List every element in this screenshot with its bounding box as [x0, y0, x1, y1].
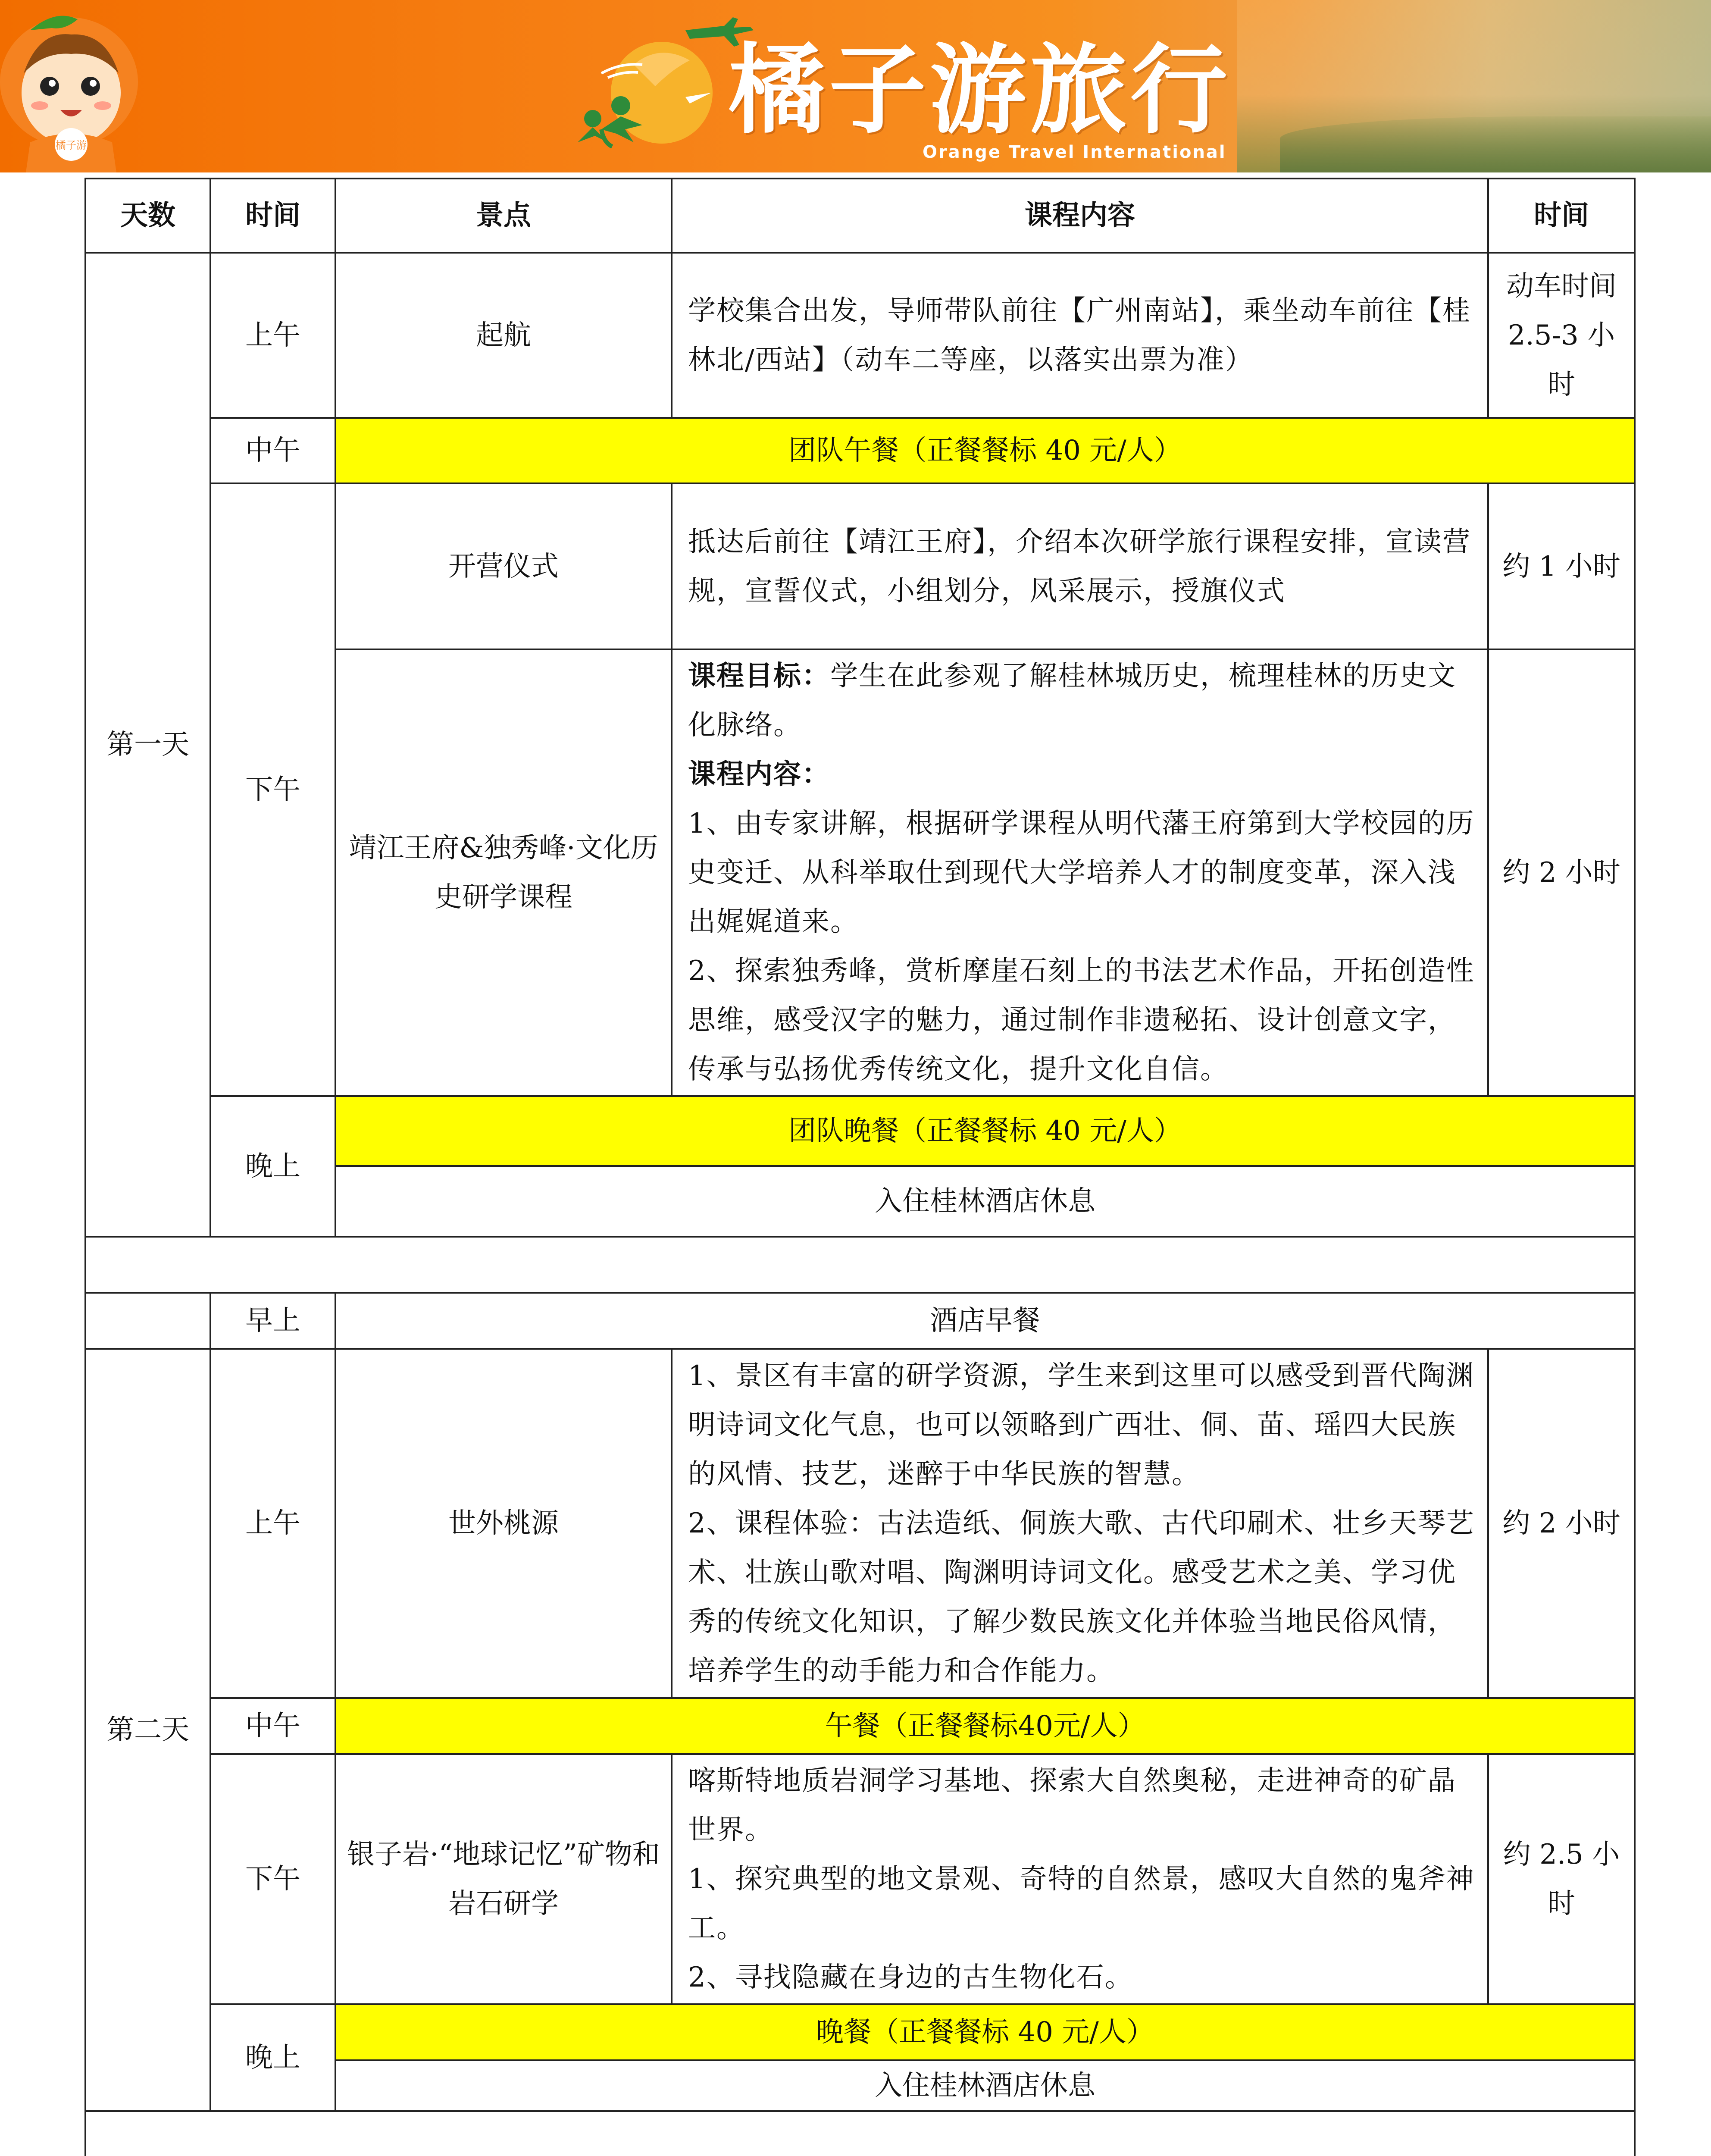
day2-afternoon-item-2: 2、寻找隐藏在身边的古生物化石。 — [688, 1962, 1133, 1993]
day2-noon-time: 中午 — [210, 1698, 335, 1754]
day1-morning-spot: 起航 — [335, 253, 672, 418]
header-banner — [0, 0, 1711, 172]
header-content: 课程内容 — [672, 179, 1488, 253]
day2-evening-time: 晚上 — [210, 2004, 335, 2111]
day2-afternoon-intro: 喀斯特地质岩洞学习基地、探索大自然奥秘，走进神奇的矿晶世界。 — [688, 1765, 1456, 1846]
brand-title: 橘子游旅行 — [729, 34, 1231, 147]
course-item-2: 2、探索独秀峰，赏析摩崖石刻上的书法艺术作品，开拓创造性思维，感受汉字的魅力，通过制作非遗秘拓、设计创意文字，传承与弘扬优秀传统文化，提升文化自信。 — [688, 955, 1475, 1085]
day1-morning-duration: 动车时间 2.5-3 小时 — [1488, 253, 1635, 418]
day1-noon-time: 中午 — [210, 418, 335, 483]
day2-morning-spot: 世外桃源 — [335, 1349, 672, 1698]
day2-lunch-banner: 午餐（正餐餐标40元/人） — [335, 1698, 1635, 1754]
table-row — [85, 1754, 1635, 2004]
day2-breakfast: 酒店早餐 — [335, 1293, 1635, 1349]
mascot-badge-text: 橘子游 — [56, 139, 87, 151]
day1-label: 第一天 — [85, 253, 210, 1237]
day1-course-content — [672, 649, 1488, 1096]
header-duration: 时间 — [1488, 179, 1635, 253]
day1-opening-spot: 开营仪式 — [335, 483, 672, 649]
separator-row — [85, 2111, 1635, 2156]
table-row — [85, 1698, 1635, 1754]
course-item-1: 1、由专家讲解，根据研学课程从明代藩王府第到大学校园的历史变迁、从科举取仕到现代大学培养人才的制度变革，深入浅出娓娓道来。 — [688, 808, 1475, 938]
day1-dinner-banner: 团队晚餐（正餐餐标 40 元/人） — [335, 1096, 1635, 1166]
day1-course-duration: 约 2 小时 — [1488, 649, 1635, 1096]
table-row — [85, 1293, 1635, 1349]
day1-course-spot: 靖江王府&独秀峰·文化历史研学课程 — [335, 649, 672, 1096]
day2-early-blank — [85, 1293, 210, 1349]
course-content-label: 课程内容： — [688, 758, 830, 790]
day2-morning-item-1: 1、景区有丰富的研学资源，学生来到这里可以感受到晋代陶渊明诗词文化气息，也可以领略到广西壮、侗、苗、瑶四大民族的风情、技艺，迷醉于中华民族的智慧。 — [688, 1360, 1475, 1490]
day2-afternoon-item-1: 1、探究典型的地文景观、奇特的自然景，感叹大自然的鬼斧神工。 — [688, 1863, 1475, 1944]
separator-row — [85, 1237, 1635, 1293]
separator-cell — [85, 1237, 1635, 1293]
table-row — [85, 253, 1635, 418]
day2-afternoon-time: 下午 — [210, 1754, 335, 2004]
table-header-row — [85, 179, 1635, 253]
sun-logo-icon — [578, 42, 713, 147]
day1-evening-time: 晚上 — [210, 1096, 335, 1237]
table-row — [85, 2004, 1635, 2060]
brand-subtitle: Orange Travel International — [923, 142, 1226, 162]
day1-opening-duration: 约 1 小时 — [1488, 483, 1635, 649]
table-row — [85, 483, 1635, 649]
day2-afternoon-duration: 约 2.5 小时 — [1488, 1754, 1635, 2004]
day2-label: 第二天 — [85, 1349, 210, 2111]
course-goal-label: 课程目标： — [688, 660, 830, 692]
day2-morning-time: 上午 — [210, 1349, 335, 1698]
day1-morning-time: 上午 — [210, 253, 335, 418]
table-row — [85, 1096, 1635, 1166]
day2-morning-duration: 约 2 小时 — [1488, 1349, 1635, 1698]
day2-afternoon-content — [672, 1754, 1488, 2004]
day2-morning-item-2: 2、课程体验：古法造纸、侗族大歌、古代印刷术、壮乡天琴艺术、壮族山歌对唱、陶渊明诗词文化。感受艺术之美、学习优秀的传统文化知识，了解少数民族文化并体验当地民俗风情，培养学生的动手能力和合作能力。 — [688, 1507, 1475, 1687]
day2-hotel: 入住桂林酒店休息 — [335, 2060, 1635, 2111]
course-goal-text: 学生在此参观了解桂林城历史，梳理桂林的历史文化脉络。 — [688, 660, 1456, 741]
table-row — [85, 418, 1635, 483]
day1-course-goal — [688, 652, 1475, 750]
separator-cell — [85, 2111, 1635, 2156]
day2-early-time: 早上 — [210, 1293, 335, 1349]
day1-opening-content: 抵达后前往【靖江王府】，介绍本次研学旅行课程安排，宣读营规，宣誓仪式，小组划分，风采展示，授旗仪式 — [672, 483, 1488, 649]
header-time: 时间 — [210, 179, 335, 253]
header-spot: 景点 — [335, 179, 672, 253]
day2-dinner-banner: 晚餐（正餐餐标 40 元/人） — [335, 2004, 1635, 2060]
day2-morning-content — [672, 1349, 1488, 1698]
header-day: 天数 — [85, 179, 210, 253]
day2-afternoon-spot: 银子岩·“地球记忆”矿物和岩石研学 — [335, 1754, 672, 2004]
day1-lunch-banner: 团队午餐（正餐餐标 40 元/人） — [335, 418, 1635, 483]
table-row — [85, 1349, 1635, 1698]
itinerary-table — [84, 178, 1636, 2156]
day1-hotel: 入住桂林酒店休息 — [335, 1166, 1635, 1237]
day1-afternoon-time: 下午 — [210, 483, 335, 1096]
day1-morning-content: 学校集合出发，导师带队前往【广州南站】，乘坐动车前往【桂林北/西站】（动车二等座，以落实出票为准） — [672, 253, 1488, 418]
